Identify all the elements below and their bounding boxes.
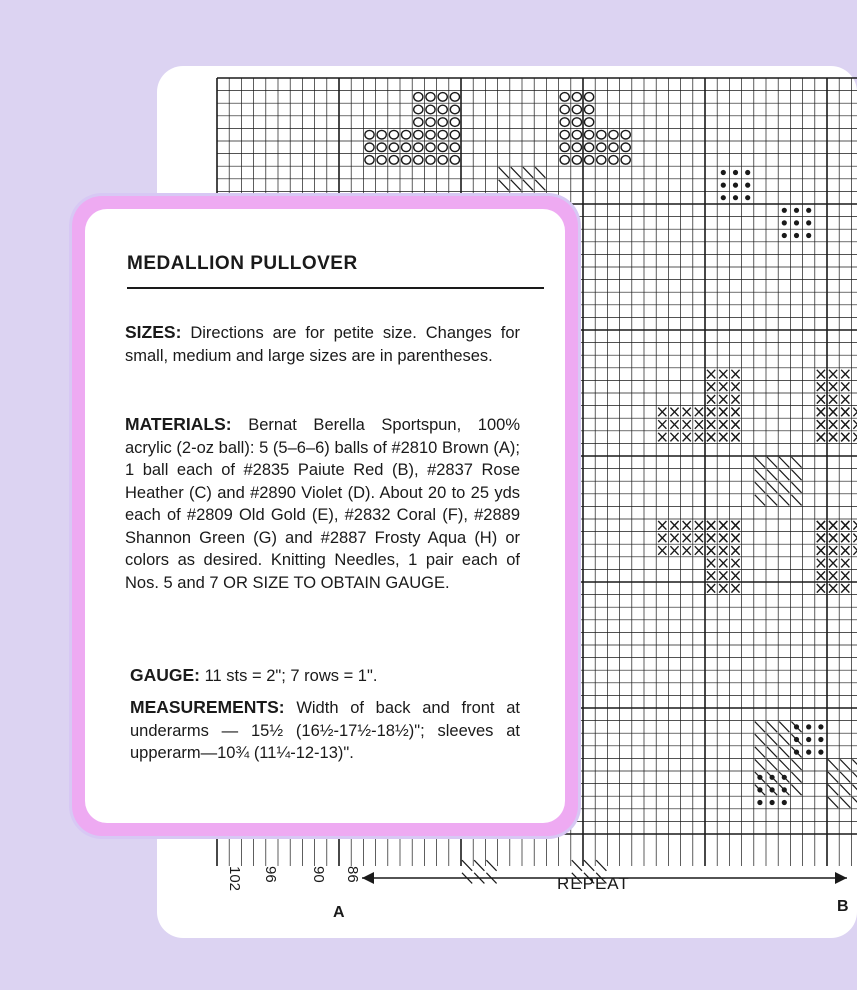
marker-a: A (333, 904, 345, 921)
pattern-info-card (85, 209, 565, 823)
gauge-text: 11 sts = 2"; 7 rows = 1". (204, 667, 378, 685)
gauge-section (130, 664, 525, 688)
materials-text: Bernat Berella Sportspun, 100% acrylic (2-oz ball): 5 (5–6–6) balls of #2810 Brown (A); 1 ball each of #2835 Paiute Red (B), #2837 Rose Heather (C) and #2890 Violet (D). About 20 to 25 yds each of #2809 Old Gold (E), #2832 Coral (F), #2889 Shannon Green (G) and #2887 Frosty Aqua (H) or colors as desired. Knitting Needles, 1 pair each of Nos. 5 and 7 OR SIZE TO OBTAIN GAUGE. (125, 416, 520, 592)
materials-section (125, 413, 520, 594)
measurements-section (130, 696, 520, 765)
pattern-title: MEDALLION PULLOVER (127, 253, 358, 274)
row-number-96: 96 (262, 866, 279, 883)
repeat-label: REPEAT (557, 874, 630, 893)
measurements-text: Width of back and front at underarms — 15½ (16½-17½-18½)"; sleeves at upperarm—10¾ (11¼-12-13)". (130, 699, 520, 762)
title-divider (127, 287, 544, 289)
materials-heading: MATERIALS: (125, 414, 232, 434)
sizes-text: Directions are for petite size. Changes for small, medium and large sizes are in parentheses. (125, 324, 520, 365)
row-number-86: 86 (344, 866, 361, 883)
marker-b: B (837, 898, 849, 915)
row-number-90: 90 (310, 866, 327, 883)
gauge-heading: GAUGE: (130, 665, 200, 685)
pattern-info-frame (72, 196, 578, 836)
sizes-section (125, 321, 520, 367)
sizes-heading: SIZES: (125, 322, 182, 342)
row-number-102: 102 (226, 866, 243, 892)
measurements-heading: MEASUREMENTS: (130, 697, 285, 717)
